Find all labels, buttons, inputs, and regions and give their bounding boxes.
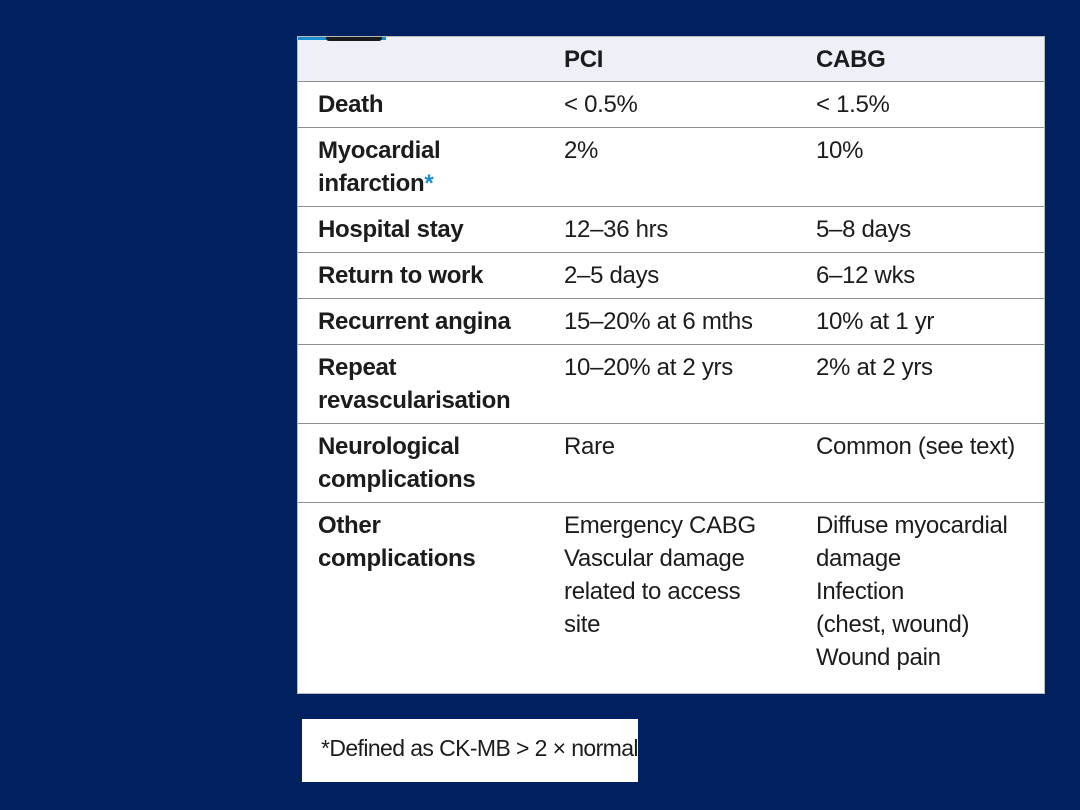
row-label [298,81,546,127]
cabg-value-line: Wound pain [816,643,941,671]
cabg-value-line: 6–12 wks [816,261,915,289]
tab-marker-decoration [326,37,382,41]
pci-value-line: 2–5 days [564,261,660,289]
pci-vs-cabg-table [298,37,1044,680]
table-row [298,344,1044,423]
row-label-line: Return to work [318,261,484,289]
row-label [298,423,546,502]
row-label-line: complications [318,465,476,493]
row-label [298,206,546,252]
row-label-line: Death [318,90,384,118]
row-label-line [318,167,546,200]
row-label-line: Neurological [318,432,460,460]
pci-value-line: 2% [564,136,599,164]
cabg-value-line: Common (see text) [816,432,1015,460]
pci-value-line: < 0.5% [564,90,638,118]
cabg-value [797,502,1044,680]
row-label-line: Myocardial [318,136,441,164]
cabg-value-line: 10% [816,136,864,164]
table-row [298,298,1044,344]
row-label [298,344,546,423]
pci-value-line: Rare [564,432,615,460]
pci-value-line: site [564,610,601,638]
cabg-value [797,81,1044,127]
row-label-line: Repeat [318,353,397,381]
pci-value [546,298,797,344]
cabg-value-line: 10% at 1 yr [816,307,935,335]
pci-value-line: 10–20% at 2 yrs [564,353,733,381]
table-body [298,81,1044,680]
row-label [298,502,546,680]
cabg-value-line: < 1.5% [816,90,890,118]
pci-value-line: 15–20% at 6 mths [564,307,753,335]
row-label [298,298,546,344]
cabg-value-line: Diffuse myocardial [816,511,1008,539]
row-label [298,127,546,206]
table-row [298,423,1044,502]
cabg-value [797,298,1044,344]
footnote: *Defined as CK-MB > 2 × normal [302,719,638,782]
row-label-line: Other [318,511,381,539]
row-label-line: Recurrent angina [318,307,511,335]
cabg-value [797,423,1044,502]
row-label [298,252,546,298]
pci-value-line: related to access [564,577,741,605]
cabg-value-line: 2% at 2 yrs [816,353,933,381]
table-row [298,127,1044,206]
cabg-value-line: (chest, wound) [816,610,970,638]
pci-value [546,344,797,423]
table-row [298,81,1044,127]
row-label-text: infarction [318,169,425,197]
cabg-value-line: 5–8 days [816,215,912,243]
header-pci: PCI [546,37,797,81]
row-label-line: Hospital stay [318,215,464,243]
header-empty-cell [298,37,546,81]
pci-value [546,81,797,127]
table-row [298,206,1044,252]
pci-value-line: Emergency CABG [564,511,756,539]
table-header-row [298,37,1044,81]
pci-value-line: Vascular damage [564,544,745,572]
pci-value [546,127,797,206]
cabg-value-line: Infection [816,577,905,605]
comparison-table-card [297,36,1045,694]
table-row [298,252,1044,298]
table-row [298,502,1044,680]
row-label-line: complications [318,544,476,572]
pci-value [546,252,797,298]
pci-value [546,206,797,252]
cabg-value [797,206,1044,252]
footnote-marker: * [424,169,434,197]
row-label-line: revascularisation [318,386,511,414]
pci-value [546,423,797,502]
cabg-value-line: damage [816,544,901,572]
header-cabg: CABG [797,37,1044,81]
cabg-value [797,344,1044,423]
cabg-value [797,252,1044,298]
pci-value-line: 12–36 hrs [564,215,669,243]
pci-value [546,502,797,680]
cabg-value [797,127,1044,206]
